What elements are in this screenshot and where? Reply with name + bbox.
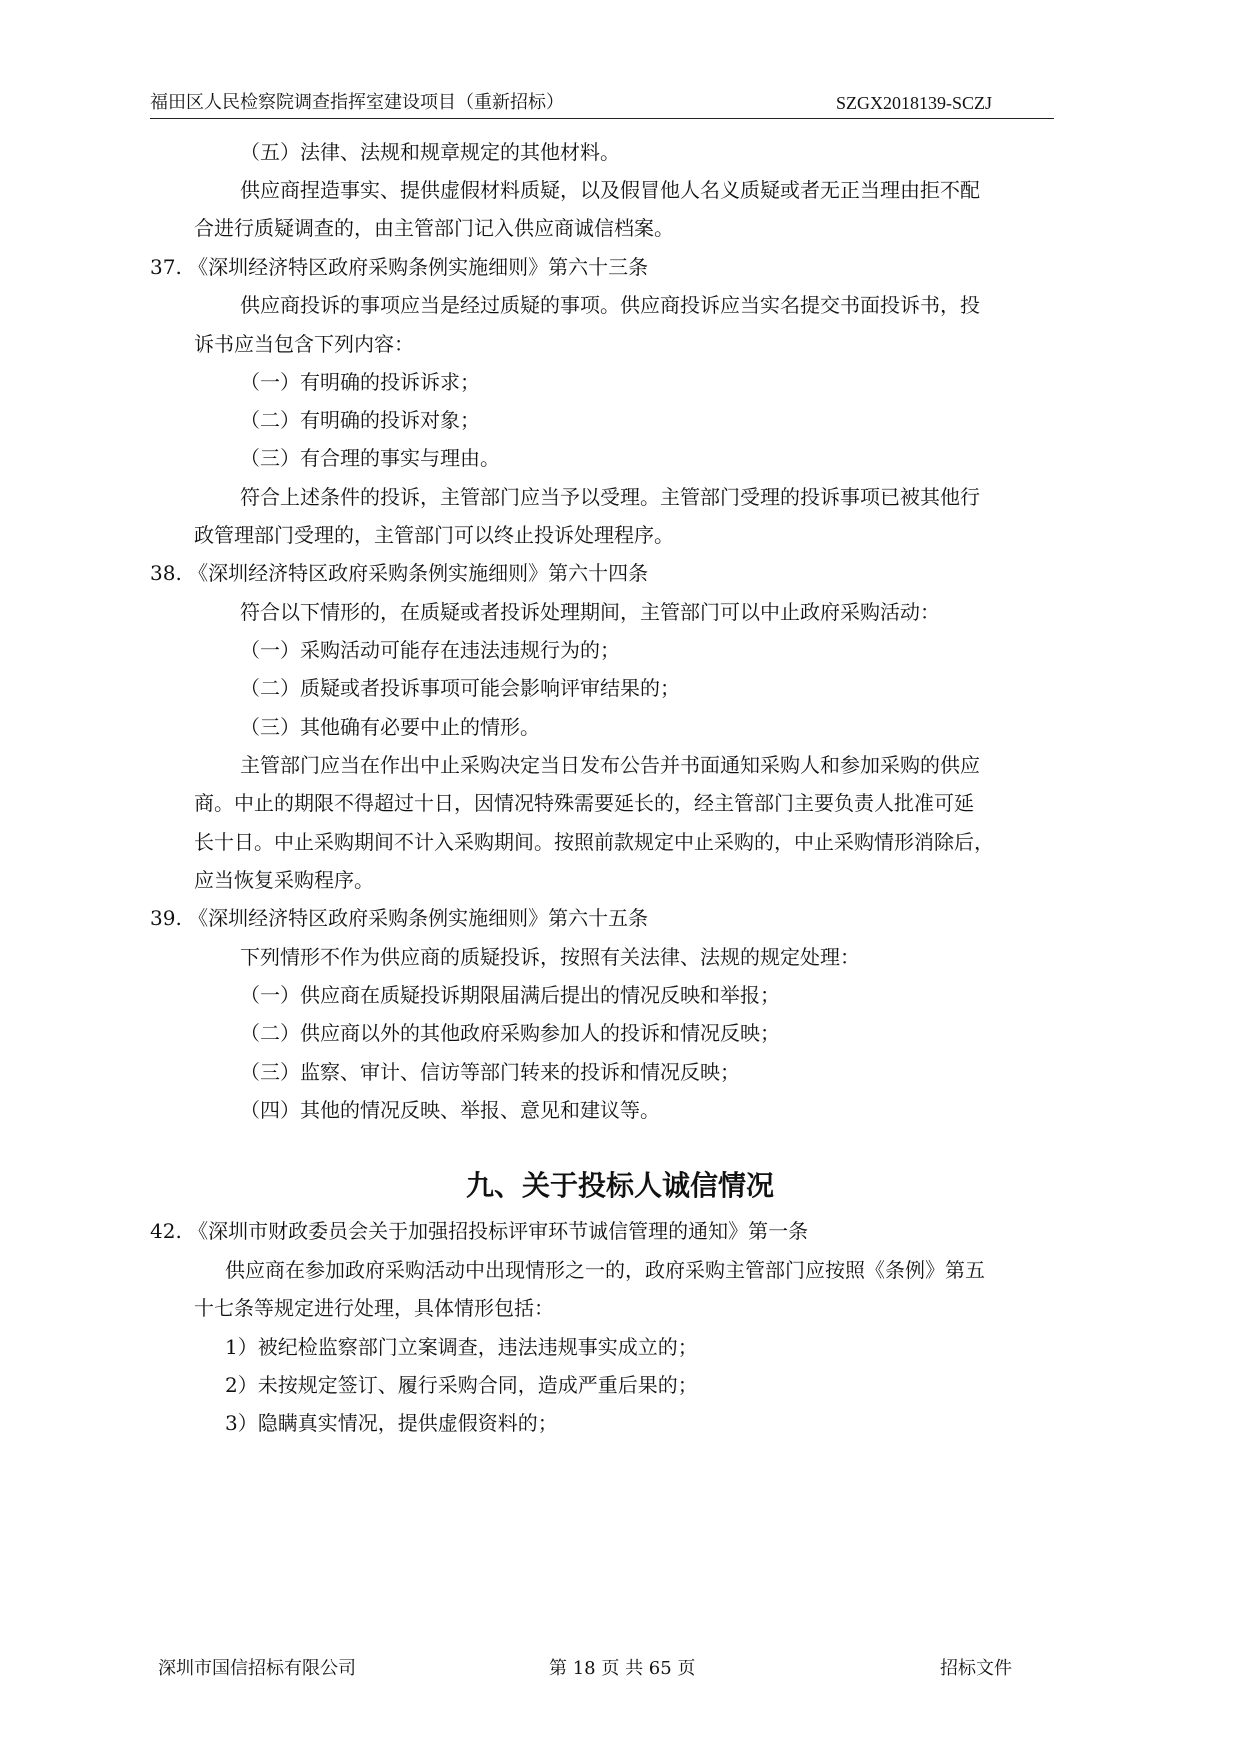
footer-company: 深圳市国信招标有限公司 — [158, 1658, 356, 1679]
paragraph-line: 供应商在参加政府采购活动中出现情形之一的，政府采购主管部门应按照《条例》第五 — [225, 1258, 985, 1282]
paragraph-line: 主管部门应当在作出中止采购决定当日发布公告并书面通知采购人和参加采购的供应 — [240, 753, 980, 777]
list-item: 2）未按规定签订、履行采购合同，造成严重后果的； — [225, 1373, 698, 1397]
list-item: 3）隐瞒真实情况，提供虚假资料的； — [225, 1411, 558, 1435]
paragraph-line: 下列情形不作为供应商的质疑投诉，按照有关法律、法规的规定处理： — [240, 945, 860, 969]
list-item: （一）有明确的投诉诉求； — [240, 370, 480, 394]
paragraph-line: 长十日。中止采购期间不计入采购期间。按照前款规定中止采购的，中止采购情形消除后， — [194, 830, 994, 854]
paragraph-line: 合进行质疑调查的，由主管部门记入供应商诚信档案。 — [194, 216, 674, 240]
footer-doc-type: 招标文件 — [940, 1658, 1012, 1679]
clause-heading: 42. 《深圳市财政委员会关于加强招投标评审环节诚信管理的通知》第一条 — [150, 1219, 809, 1243]
paragraph-line: 供应商捏造事实、提供虚假材料质疑，以及假冒他人名义质疑或者无正当理由拒不配 — [240, 178, 980, 202]
section-title: 九、关于投标人诚信情况 — [465, 1169, 774, 1202]
paragraph-line: 商。中止的期限不得超过十日，因情况特殊需要延长的，经主管部门主要负责人批准可延 — [194, 791, 974, 815]
paragraph-line: 政管理部门受理的，主管部门可以终止投诉处理程序。 — [194, 523, 674, 547]
paragraph-line: 符合上述条件的投诉，主管部门应当予以受理。主管部门受理的投诉事项已被其他行 — [240, 485, 980, 509]
header-project-title: 福田区人民检察院调查指挥室建设项目（重新招标） — [150, 92, 564, 113]
list-item: （一）供应商在质疑投诉期限届满后提出的情况反映和举报； — [240, 983, 780, 1007]
list-item: （三）其他确有必要中止的情形。 — [240, 715, 540, 739]
page-header — [150, 88, 1054, 119]
list-item: （四）其他的情况反映、举报、意见和建议等。 — [240, 1098, 660, 1122]
paragraph-line: 十七条等规定进行处理，具体情形包括： — [194, 1296, 554, 1320]
header-project-code: SZGX2018139-SCZJ — [835, 93, 992, 113]
paragraph-line: 供应商投诉的事项应当是经过质疑的事项。供应商投诉应当实名提交书面投诉书，投 — [240, 293, 980, 317]
list-item: （一）采购活动可能存在违法违规行为的； — [240, 638, 620, 662]
paragraph-line: 诉书应当包含下列内容： — [194, 332, 414, 356]
paragraph-line: 应当恢复采购程序。 — [194, 868, 374, 892]
list-item: （二）供应商以外的其他政府采购参加人的投诉和情况反映； — [240, 1021, 780, 1045]
paragraph-line: （五）法律、法规和规章规定的其他材料。 — [240, 140, 620, 164]
list-item: （三）有合理的事实与理由。 — [240, 446, 500, 470]
list-item: （二）有明确的投诉对象； — [240, 408, 480, 432]
footer-page-number: 第 18 页 共 65 页 — [549, 1658, 696, 1679]
clause-heading: 39. 《深圳经济特区政府采购条例实施细则》第六十五条 — [150, 906, 649, 930]
clause-heading: 38. 《深圳经济特区政府采购条例实施细则》第六十四条 — [150, 561, 649, 585]
list-item: 1）被纪检监察部门立案调查，违法违规事实成立的； — [225, 1335, 698, 1359]
paragraph-line: 符合以下情形的，在质疑或者投诉处理期间，主管部门可以中止政府采购活动： — [240, 600, 940, 624]
clause-heading: 37. 《深圳经济特区政府采购条例实施细则》第六十三条 — [150, 255, 649, 279]
list-item: （三）监察、审计、信访等部门转来的投诉和情况反映； — [240, 1060, 740, 1084]
list-item: （二）质疑或者投诉事项可能会影响评审结果的； — [240, 676, 680, 700]
